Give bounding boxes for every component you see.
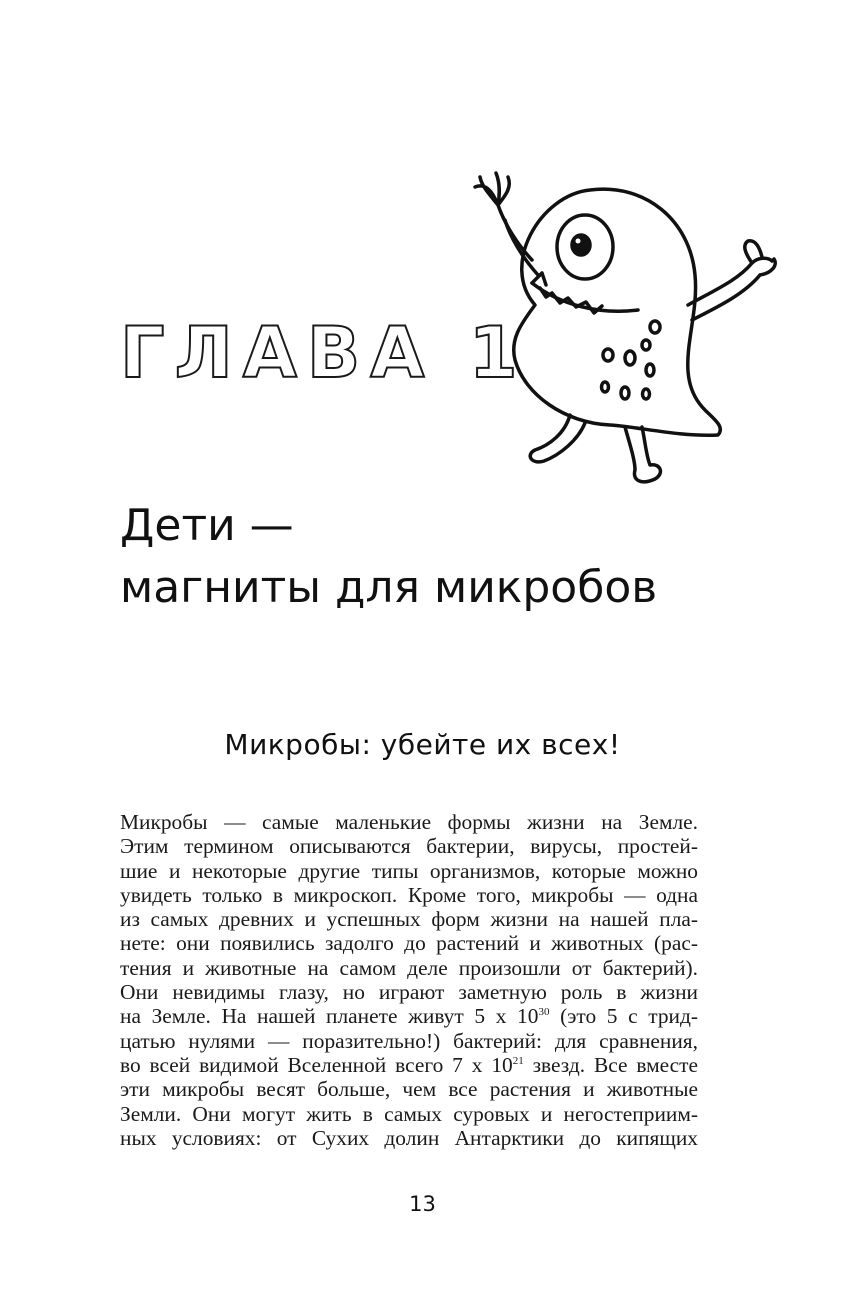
text-line: Микробы — самые маленькие формы жизни на Земле. (120, 810, 698, 834)
text-line: шие и некоторые другие типы организмов, которые можно (120, 858, 698, 883)
exponent: 30 (538, 1006, 550, 1019)
chapter-title (120, 495, 657, 619)
chapter-label: ГЛАВА 1 (120, 312, 528, 394)
section-heading: Микробы: убейте их всех! (224, 728, 621, 761)
body-paragraph (120, 810, 698, 1150)
text-line: эти микробы весят больше, чем все растения и животные (120, 1077, 698, 1102)
text-line: тения и животные на самом деле произошли от бактерий). (120, 955, 698, 980)
exponent: 21 (512, 1054, 524, 1067)
text-line: увидеть только в микроскоп. Кроме того, микробы — одна (120, 882, 698, 907)
text-line: ных условиях: от Сухих долин Антарктики до кипящих (120, 1125, 698, 1150)
text-line: цатью нулями — поразительно!) бактерий: для сравнения, (120, 1028, 698, 1053)
text-line: во всей видимой Вселенной всего 7 x $10^{21}$ звезд. Все вместе (120, 1052, 698, 1077)
text-line: Этим термином описываются бактерии, вирусы, простей- (120, 834, 698, 859)
text-line: на Земле. На нашей планете живут 5 x $10^{30}$ (это 5 с трид- (120, 1004, 699, 1029)
text-line: Земли. Они могут жить в самых суровых и негостеприим- (120, 1101, 698, 1126)
page-number: 13 (409, 1192, 436, 1216)
one-eyed-monster-icon (460, 165, 790, 495)
text-line: нете: они появились задолго до растений и животных (рас- (120, 931, 698, 956)
text-line: Они невидимы глазу, но играют заметную роль в жизни (120, 980, 698, 1005)
text-line: из самых древних и успешных форм жизни на нашей пла- (120, 907, 698, 932)
chapter-title-line-2: магниты для микробов (120, 562, 658, 613)
chapter-title-line-1: Дети — (120, 500, 294, 551)
